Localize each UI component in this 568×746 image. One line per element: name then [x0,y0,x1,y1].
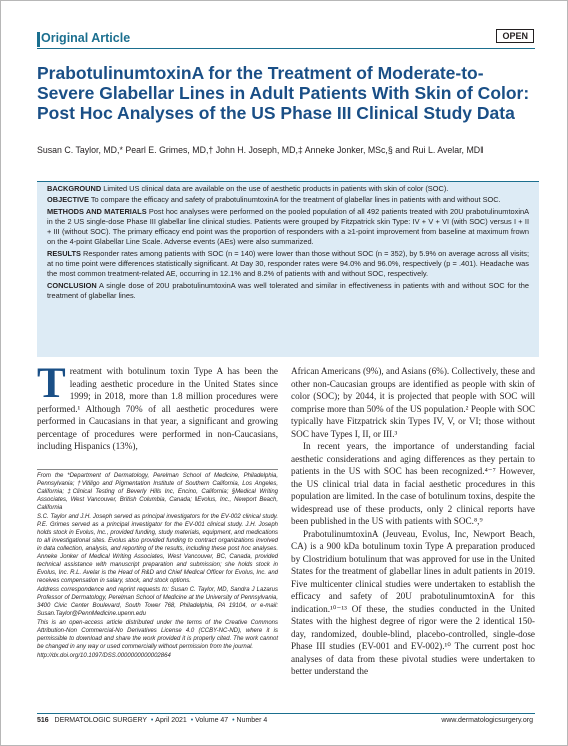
issue-number: Number 4 [236,717,268,724]
intro-paragraph [37,360,278,453]
header-rule [37,48,535,49]
abstract-methods-heading: METHODS AND MATERIALS [47,206,147,216]
body-right-column [291,365,535,678]
section-label: Original Article [41,31,131,45]
footer-rule [37,713,535,714]
abstract-background [47,184,529,194]
body-paragraph: PrabotulinumtoxinA (Jeuveau, Evolus, Inc, Newport Beach, CA) is a 900 kDa botulinum toxin Type A preparation produced by Clostridium botulinum that was approved for use in the United States for the treatment of glabellar lines in adult patients in 2019. Five multicenter clinical studies were undertaken to establish the efficacy and safety of 20U prabotulinumtoxinA for this indication.¹⁰⁻¹³ Of these, the studies conducted in the United States with the highest degree of rigor were the 2 identical 150-day, randomized, double-blind, placebo-controlled, single-dose Phase III studies (EV-001 and EV-002).¹⁰ The current post hoc analyses of data from these pivotal studies were undertaken to better understand the [291,528,535,676]
body-paragraph: African Americans (9%), and Asians (6%). Collectively, these and other non-Caucasian groups are identified as people with skin of color (SOC); by 2044, it is projected that people with SOC will comprise more than 50% of the US population.² People with SOC typically have Fitzpatrick skin Types IV, V, or VI; those without SOC have Types I, II, or III.³ [291,366,535,439]
abstract-results-heading: RESULTS [47,248,81,258]
intro-text: reatment with botulinum toxin Type A has been the leading aesthetic procedure in the United States since 1999; in 2018, more than 1.8 million procedures were performed.¹ Although 70% of all aesthetic procedures were performed in Caucasians in that year, a significant and growing percentage of procedures were performed in non-Caucasians, including Hispanics (13%), [37,366,278,451]
issue-date: April 2021 [155,717,187,724]
abstract-methods-text: Post hoc analyses were performed on the pooled population of all 492 patients treated with 20U prabotulinumtoxinA in the 2 US single-dose Phase III glabellar line clinical studies. Patients were grouped by Fitzpatrick skin Type: IV + V + VI (with SOC) versus I + II + III (without SOC). The primary efficacy end point was the proportion of responders with a ≥1-point improvement from baseline at maximum frown on the 4-point Glabellar Line Scale. Adverse events (AEs) were also summarized. [47,206,530,247]
abstract-results-text: Responder rates among patients with SOC (n = 140) were lower than those without SOC (n = 352), by 5.9% on average across all visits; at no time point were differences statistically significant. At Day 30, responder rates were 94.0% and 96.0%, respectively (p = .401). Headache was the most common treatment-related AE, occurring in 12.1% and 8.2% of patients with and without SOC, respectively. [47,248,530,279]
abstract-box [37,181,539,357]
body-paragraph: In recent years, the importance of understanding facial aesthetic considerations and aging differences as they pertain to patients in the US with SOC has been recognized.⁴⁻⁷ However, the US clinical trial data in facial aesthetic procedures in this population are limited. In the case of botulinum toxins, despite the widespread use of these products, only 2 clinical reports have been published in the US with patients with SOC.⁸,⁹ [291,441,535,526]
journal-url[interactable]: www.dermatologicsurgery.org [441,717,533,724]
abstract-conclusion-heading: CONCLUSION [47,280,97,290]
abstract-background-heading: BACKGROUND [47,184,102,193]
abstract-objective-heading: OBJECTIVE [47,195,89,205]
abstract-conclusion-text: A single dose of 20U prabotulinumtoxinA was well tolerated and similar in effectiveness in patients with and without SOC for the treatment of glabellar lines. [47,280,529,300]
abstract-objective [47,195,529,205]
drop-cap: T [37,360,66,407]
journal-name: DERMATOLOGIC SURGERY [54,717,147,724]
affiliation-origins: From the *Department of Dermatology, Perelman School of Medicine, Philadelphia, Pennsylvania; †Vitiligo and Pigmentation Institute of Southern California, Los Angeles, California; ‡Clinical Testing of Beverly Hills Inc, Encino, California; §Medical Writing Associates, West Vancouver, British Columbia, Canada; ‖Evolus, Inc., Newport Beach, California [37,473,278,511]
abstract-results [47,249,529,280]
abstract-objective-text: To compare the efficacy and safety of prabotulinumtoxinA for the treatment of glabellar lines in patients with and without SOC. [90,195,501,205]
open-access-badge: OPEN [496,29,534,43]
body-left-column [37,360,278,453]
correspondence: Address correspondence and reprint requests to: Susan C. Taylor, MD, Sandra J Lazarus Professor of Dermatology, Perelman School of Medicine at the University of Pennsylvania, 3400 Civic Center Boulevard, South Tower 768, Philadelphia, PA 19104, or e-mail: Susan.Taylor@PennMedicine.upenn.edu [37,587,278,617]
abstract-background-text: Limited US clinical data are available on the use of aesthetic products in patients with skin of color (SOC). [103,184,449,193]
abstract-methods [47,207,529,248]
license-statement: This is an open-access article distributed under the terms of the Creative Commons Attribution-Non Commercial-No Derivatives License 4.0 (CCBY-NC-ND), where it is permissible to download and share the work provided it is properly cited. The work cannot be changed in any way or used commercially without permission from the journal. [37,620,278,650]
volume: Volume 47 [195,717,229,724]
disclosures: S.C. Taylor and J.H. Joseph served as principal investigators for the EV-002 clinical study. P.E. Grimes served as a principal investigator for the EV-001 clinical study. J.H. Joseph holds stock in Evolus, Inc., provided funding, study materials, equipment, and medications to all investigational sites. Evolus also provided funding to contract organizations involved in data collection, analysis, and reporting of the results, including these post hoc analyses. Anneke Jonker of Medical Writing Associates, West Vancouver, BC, Canada, provided technical assistance with manuscript preparation and submission; she holds stock in Evolus, Inc. R.L. Avelar is the Head of R&D and Chief Medical Officer for Evolus, Inc. and receives compensation in salary, stock, and stock options. [37,514,278,584]
section-marker [37,32,40,47]
abstract-conclusion [47,281,529,302]
page-footer: 516 DERMATOLOGIC SURGERY • April 2021 • Volume 47 • Number 4 [37,717,268,724]
doi-link[interactable]: http://dx.doi.org/10.1097/DSS.0000000000002864 [37,653,171,659]
affiliations-footnote [37,469,278,661]
article-title: PrabotulinumtoxinA for the Treatment of Moderate-to-Severe Glabellar Lines in Adult Patients With Skin of Color: Post Hoc Analyses of the US Phase III Clinical Study Data [37,63,530,123]
page-number: 516 [37,717,49,724]
author-list: Susan C. Taylor, MD,* Pearl E. Grimes, MD,† John H. Joseph, MD,‡ Anneke Jonker, MSc,§ and Rui L. Avelar, MD‖ [37,145,484,155]
